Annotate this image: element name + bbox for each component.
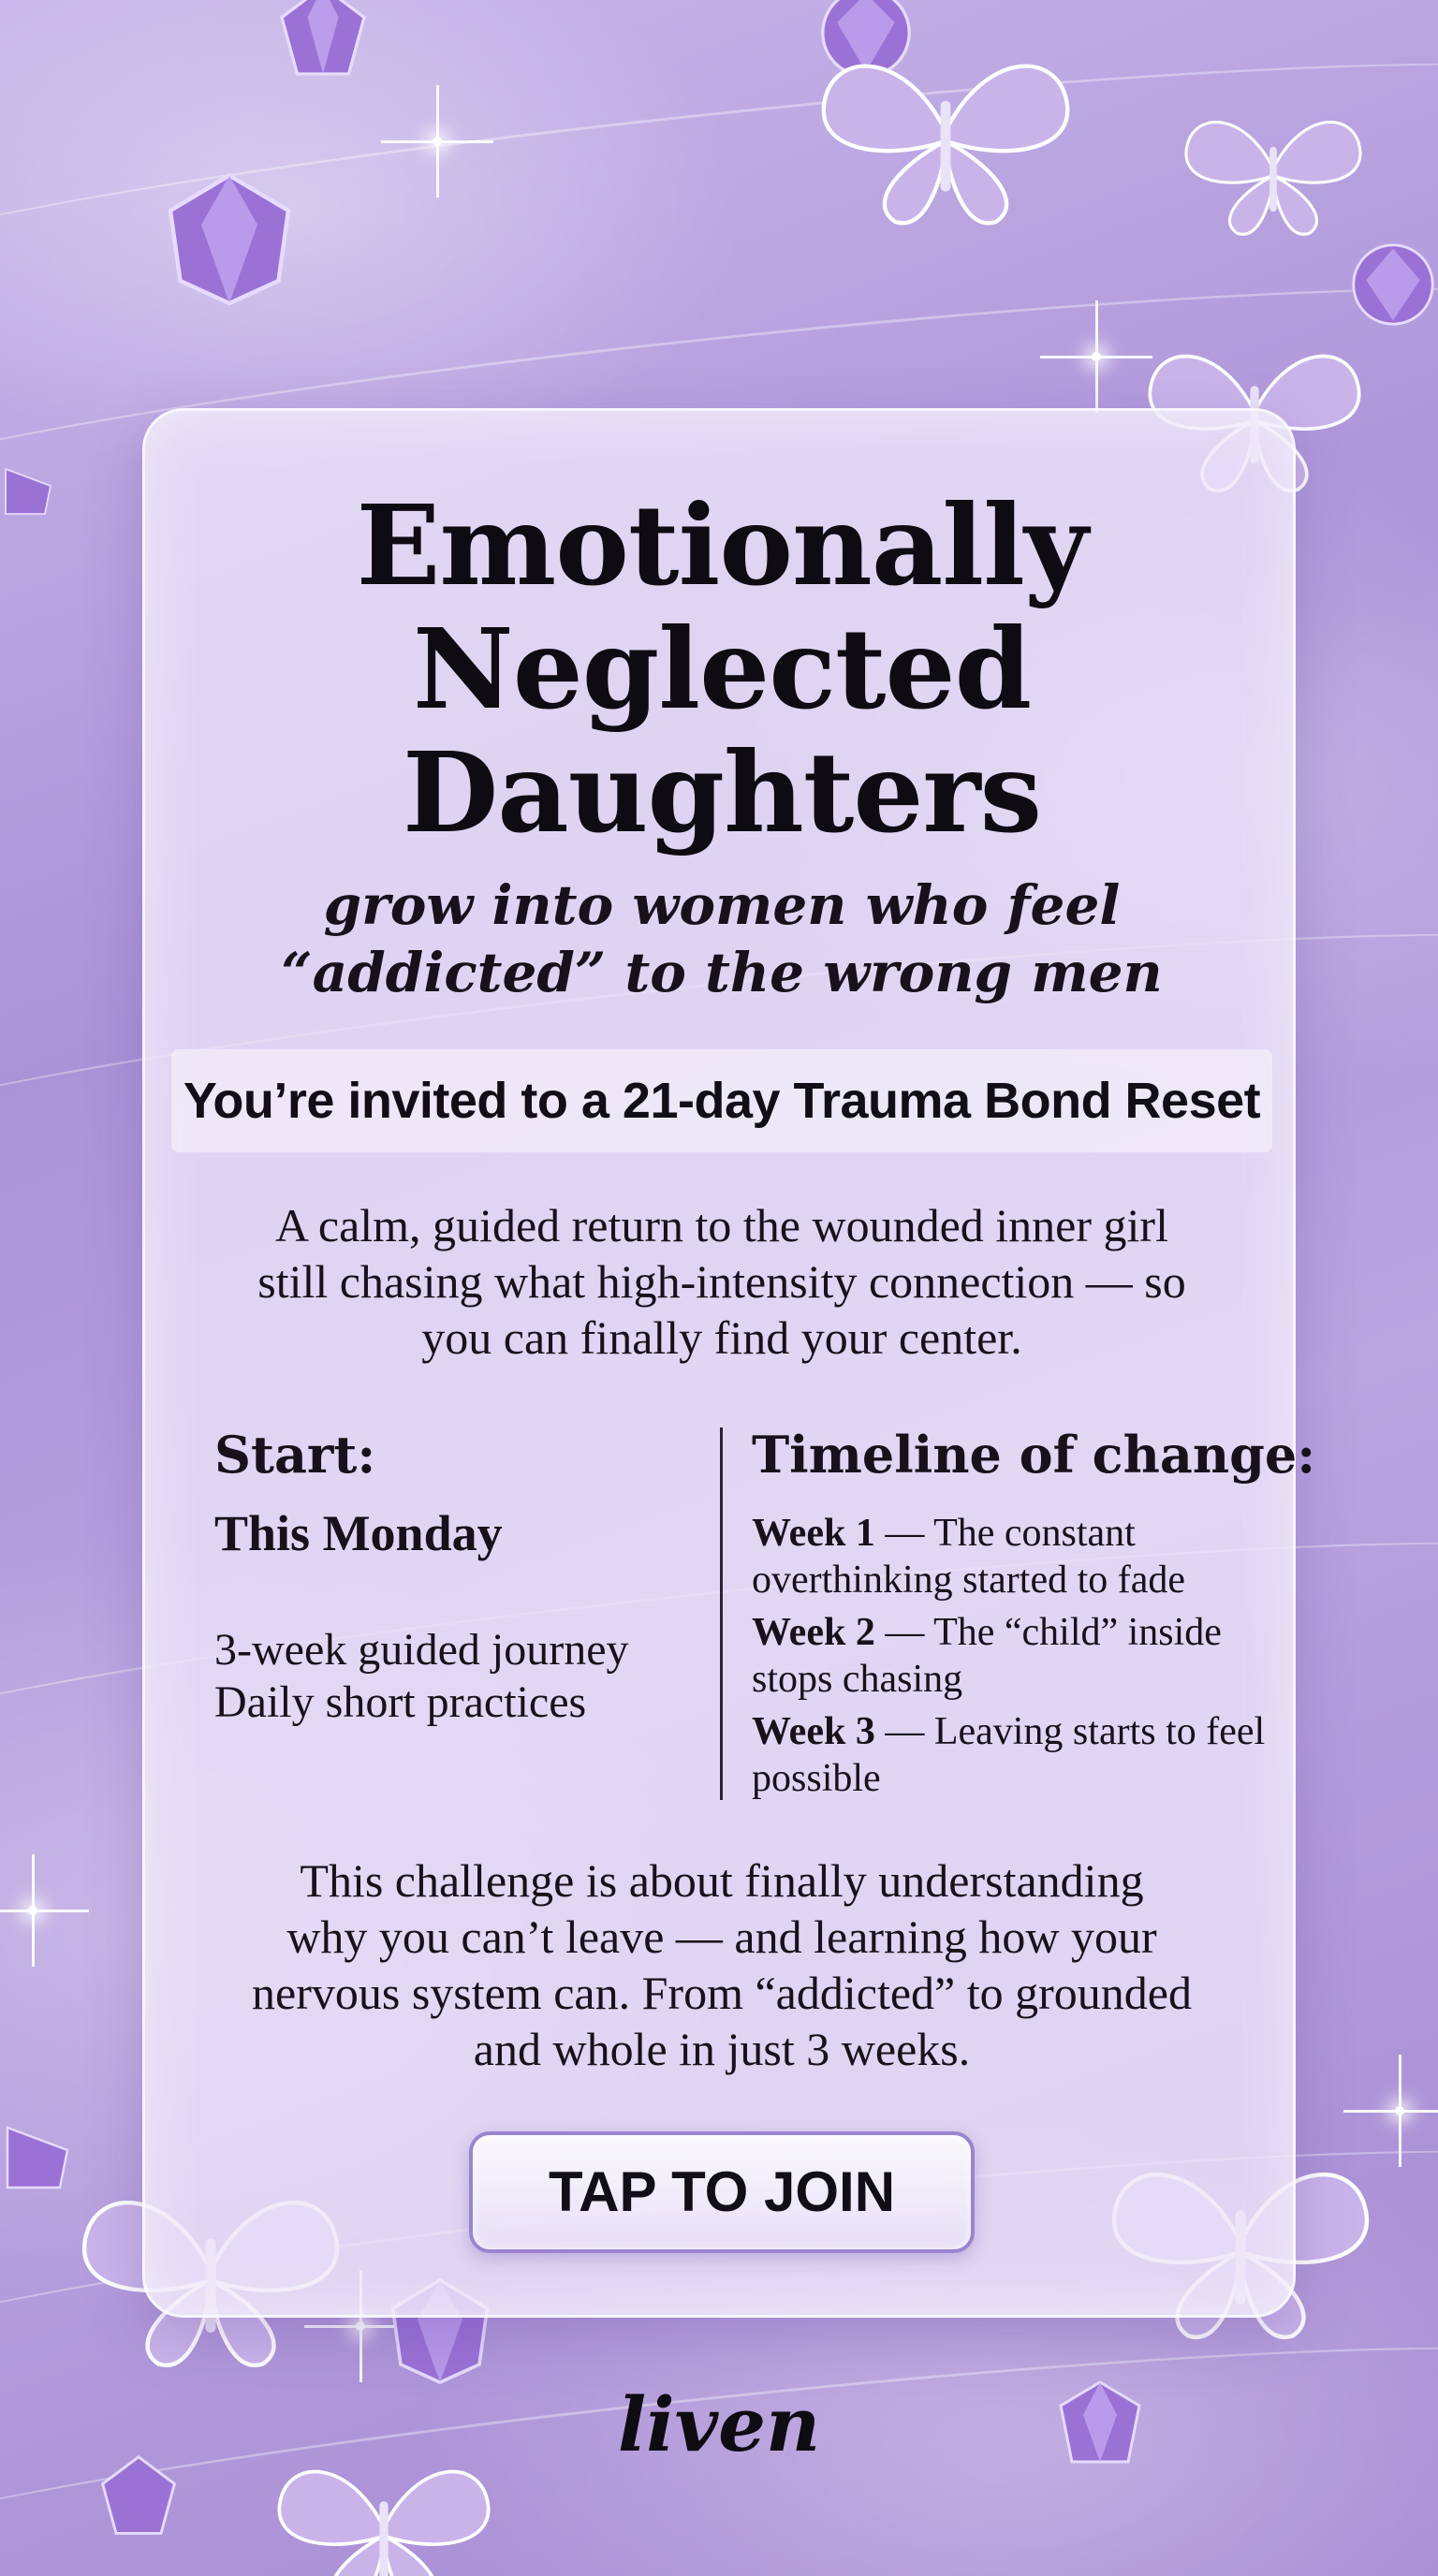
week-label: Week 2 [752, 1611, 875, 1654]
week-label: Week 3 [752, 1710, 875, 1753]
title-line: Daughters [402, 727, 1042, 857]
jeweled-butterfly-icon [814, 28, 1077, 234]
invite-banner: You’re invited to a 21-day Trauma Bond Reset [171, 1049, 1272, 1152]
brand-logo: liven [617, 2380, 821, 2468]
amethyst-gem-icon [0, 440, 56, 543]
timeline-item [752, 1708, 1295, 1802]
week-text: — The constant overthinking started to fade [752, 1512, 1186, 1602]
start-detail: Daily short practices [214, 1677, 587, 1727]
content-card [142, 408, 1316, 2318]
sparkle-icon [1092, 352, 1101, 361]
page-title [145, 480, 1299, 857]
start-column [214, 1422, 701, 1729]
amethyst-gem-icon [271, 0, 374, 84]
timeline-heading: Timeline of change: [752, 1425, 1316, 1485]
column-divider [720, 1427, 723, 1800]
jeweled-butterfly-icon [1180, 94, 1367, 243]
start-date: This Monday [214, 1505, 503, 1561]
sparkle-icon [1395, 2106, 1404, 2115]
intro-line: still chasing what high-intensity connection — so [257, 1255, 1186, 1308]
closing-line: nervous system can. From “addicted” to grounded [252, 1967, 1192, 2019]
sparkle-icon [433, 137, 442, 146]
sparkle-icon [356, 2321, 365, 2331]
subtitle-line: grow into women who feel [323, 873, 1121, 937]
week-text: — Leaving starts to feel possible [752, 1710, 1266, 1800]
start-detail: 3-week guided journey [214, 1625, 629, 1675]
join-button[interactable]: TAP TO JOIN [469, 2131, 975, 2253]
timeline-item [752, 1609, 1295, 1703]
title-line: Neglected [412, 604, 1032, 734]
amethyst-gem-icon [159, 168, 300, 309]
week-label: Week 1 [752, 1512, 875, 1555]
closing-line: This challenge is about finally understanding [300, 1854, 1144, 1907]
amethyst-gem-icon [1348, 240, 1438, 329]
subtitle-line: “addicted” to the wrong men [281, 941, 1163, 1004]
start-heading: Start: [214, 1425, 376, 1485]
intro-text [201, 1197, 1242, 1366]
timeline-column [752, 1422, 1316, 1808]
timeline-item [752, 1510, 1295, 1603]
timeline-list [752, 1510, 1295, 1802]
intro-line: you can finally find your center. [421, 1311, 1022, 1364]
closing-text [183, 1852, 1261, 2077]
closing-line: why you can’t leave — and learning how your [286, 1910, 1157, 1963]
closing-line: and whole in just 3 weeks. [473, 2023, 971, 2075]
subtitle [145, 871, 1299, 1006]
start-details [214, 1624, 701, 1729]
week-text: — The “child” inside stops chasing [752, 1611, 1222, 1701]
amethyst-gem-icon [0, 2106, 75, 2209]
sparkle-icon [28, 1906, 37, 1915]
title-line: Emotionally [356, 480, 1088, 610]
intro-line: A calm, guided return to the wounded inner girl [275, 1199, 1168, 1251]
